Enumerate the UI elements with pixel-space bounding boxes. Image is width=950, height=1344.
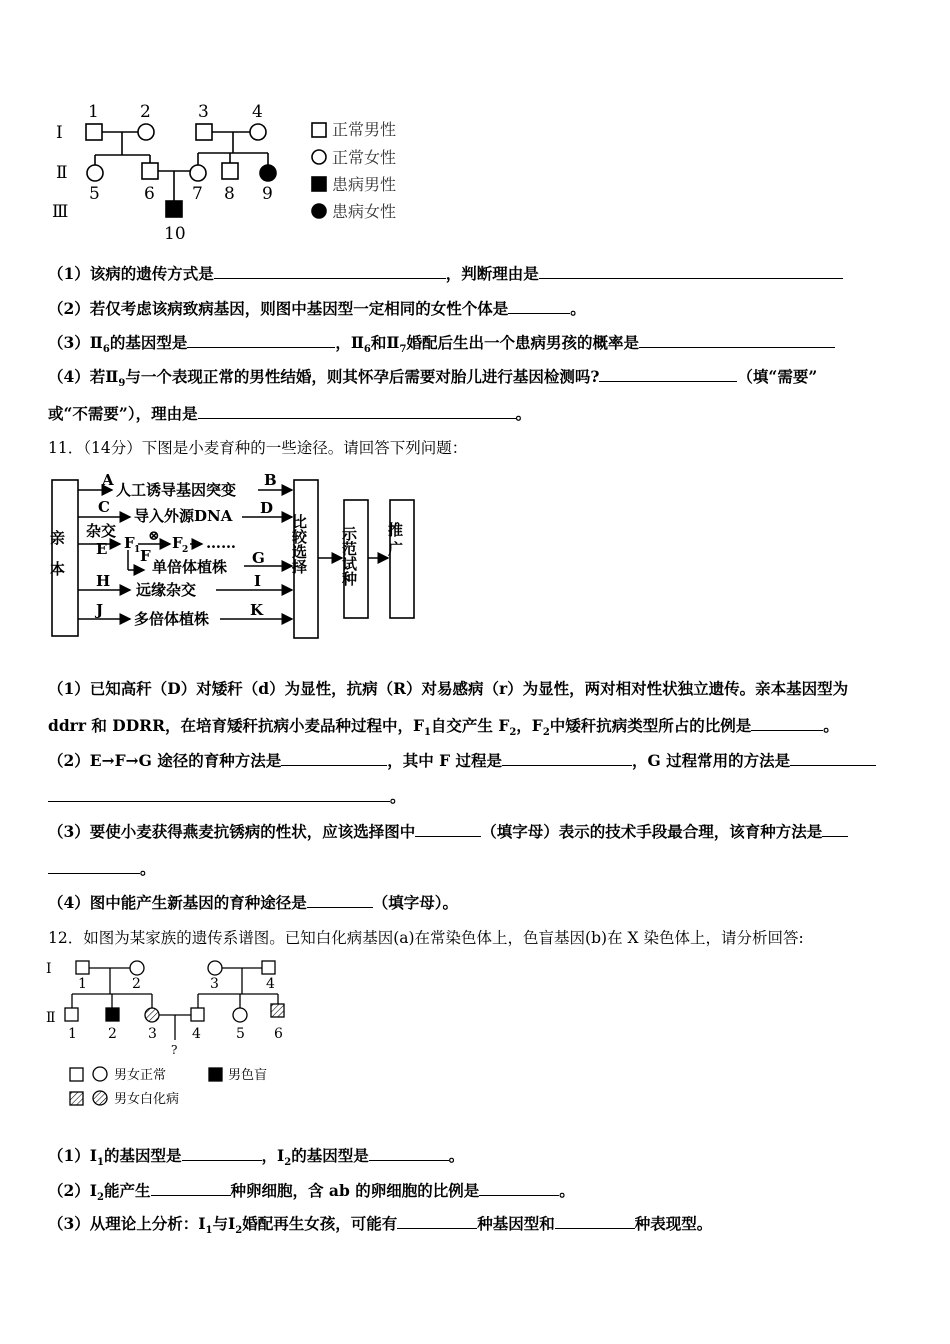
route-label: 单倍体植株	[152, 558, 228, 576]
answer-blank[interactable]	[369, 1159, 449, 1161]
answer-blank[interactable]	[397, 1227, 477, 1229]
svg-text:E: E	[96, 540, 108, 558]
svg-text:男女白化病: 男女白化病	[114, 1092, 180, 1107]
svg-text:?: ?	[171, 1043, 178, 1057]
pedigree-chart-2	[44, 956, 304, 1112]
gen-label: Ⅲ	[52, 202, 69, 222]
pedigree-I1-male	[86, 124, 102, 140]
answer-blank[interactable]	[479, 1194, 559, 1196]
q11-part3-cont: 。	[48, 857, 156, 879]
answer-blank[interactable]	[151, 1194, 231, 1196]
pedigree-I4-female	[250, 124, 266, 140]
indiv-num: 10	[164, 224, 186, 244]
legend-label: 患病男性	[332, 175, 397, 194]
svg-text:D: D	[260, 499, 274, 517]
q12-part3: （3）从理论上分析：$Ⅰ_1$与$Ⅰ_2$婚配再生女孩，可能有 种基因型和 种表现型。	[48, 1214, 713, 1237]
svg-text:3: 3	[210, 976, 219, 992]
q10-part4: （4）若$Ⅱ_9$与一个表现正常的男性结婚，则其怀孕后需要对胎儿进行基因检测吗? （填“需要”	[48, 367, 818, 390]
legend-label: 正常男性	[332, 120, 397, 139]
svg-text:Ⅰ: Ⅰ	[46, 961, 52, 977]
svg-text:B: B	[264, 471, 277, 489]
answer-blank[interactable]	[281, 764, 387, 766]
svg-text:男色盲: 男色盲	[228, 1068, 268, 1083]
answer-blank[interactable]	[790, 764, 876, 766]
svg-text:A: A	[102, 471, 114, 489]
route-label: 多倍体植株	[134, 610, 210, 628]
svg-text:4: 4	[266, 976, 275, 992]
pedigree2-I4-male	[262, 961, 275, 974]
answer-blank[interactable]	[599, 380, 737, 382]
svg-text:J: J	[96, 601, 104, 619]
compare-label: 比较选择	[290, 514, 308, 574]
svg-text:⊗: ⊗	[148, 528, 160, 544]
indiv-num: 2	[140, 102, 151, 122]
answer-blank[interactable]	[198, 417, 516, 419]
indiv-num: 7	[192, 184, 203, 204]
svg-text:I: I	[254, 572, 262, 590]
pedigree-II7-female	[190, 165, 206, 181]
answer-blank[interactable]	[555, 1227, 635, 1229]
q11-part2-cont: 。	[48, 785, 406, 807]
demo-label: 示范试种	[340, 526, 358, 586]
answer-blank[interactable]	[415, 835, 481, 837]
pedigree-chart-1	[50, 95, 430, 245]
svg-text:1: 1	[78, 976, 87, 992]
answer-blank[interactable]	[48, 800, 390, 802]
q10-part2: （2）若仅考虑该病致病基因，则图中基因型一定相同的女性个体是 。	[48, 299, 586, 318]
pedigree2-II3-female-albino	[145, 1008, 159, 1022]
svg-text:2: 2	[108, 1026, 117, 1042]
answer-blank[interactable]	[539, 277, 843, 279]
answer-blank[interactable]	[751, 729, 823, 731]
pedigree-I2-female	[138, 124, 154, 140]
pedigree2-II6-male-albino	[271, 1004, 284, 1017]
gen-label: Ⅰ	[56, 123, 63, 143]
route-label: 杂交	[86, 522, 117, 540]
pedigree2-II2-male-colorblind	[106, 1008, 119, 1021]
pedigree2-I1-male	[76, 961, 89, 974]
indiv-num: 9	[262, 184, 273, 204]
route-label: 导入外源DNA	[134, 507, 233, 525]
pedigree-II9-female-affected	[260, 165, 276, 181]
q10-part3: $(3)Ⅱ_6$的基因型是 ，$Ⅱ_6$和$Ⅱ_7$婚配后生出一个患病男孩的概率是	[48, 331, 835, 355]
q10-part4-cont: 或“不需要”），理由是 。	[48, 404, 532, 423]
svg-text:1: 1	[68, 1026, 77, 1042]
svg-text:2: 2	[132, 976, 141, 992]
svg-text:1: 1	[134, 545, 141, 555]
indiv-num: 6	[144, 184, 155, 204]
svg-text:H: H	[96, 572, 111, 590]
q11-part2: （2）E→F→G 途径的育种方法是 ，其中 F 过程是 ，G 过程常用的方法是	[48, 749, 876, 771]
parent-label: 亲本	[48, 530, 66, 592]
pedigree-III10-male-affected	[166, 201, 182, 217]
indiv-num: 4	[252, 102, 263, 122]
svg-text:F: F	[172, 534, 183, 552]
q11-part3: （3）要使小麦获得燕麦抗锈病的性状，应该选择图中 （填字母）表示的技术手段最合理，该育种方法是	[48, 820, 848, 842]
indiv-num: 5	[89, 184, 100, 204]
svg-text:6: 6	[274, 1026, 283, 1042]
q11-part1: （1）已知高秆（D）对矮秆（d）为显性，抗病（R）对易感病（r）为显性，两对相对性状独立遗传。亲本基因型为	[48, 679, 849, 698]
answer-blank[interactable]	[508, 312, 570, 314]
svg-text:2: 2	[182, 545, 189, 555]
breeding-diagram	[46, 470, 426, 642]
q12-part2: $(2)Ⅰ_2$能产生 种卵细胞，含 ab 的卵细胞的比例是 。	[48, 1181, 575, 1204]
promote-label: 推广	[386, 522, 404, 560]
q12-part1: $(1)Ⅰ_1$的基因型是 ，$Ⅰ_2$的基因型是 。	[48, 1146, 465, 1169]
indiv-num: 1	[88, 102, 99, 122]
gen-label: Ⅱ	[56, 163, 68, 183]
svg-text:5: 5	[236, 1026, 245, 1042]
svg-text:Ⅱ: Ⅱ	[46, 1010, 56, 1026]
pedigree2-II5-female	[233, 1008, 247, 1022]
q12-heading: 12．如图为某家族的遗传系谱图。已知白化病基因(a)在常染色体上，色盲基因(b)在 X 染色体上，请分析回答:	[48, 929, 804, 947]
answer-blank[interactable]	[822, 835, 848, 837]
indiv-num: 3	[198, 102, 209, 122]
route-label: 远缘杂交	[136, 581, 197, 599]
pedigree-II6-male	[142, 163, 158, 179]
pedigree-I3-male	[196, 124, 212, 140]
route-label: 人工诱导基因突变	[116, 481, 237, 499]
pedigree2-I3-female	[208, 961, 222, 975]
svg-text:C: C	[98, 498, 110, 516]
pedigree-II8-male	[222, 163, 238, 179]
pedigree2-II4-male	[191, 1008, 204, 1021]
legend-label: 患病女性	[332, 202, 397, 221]
answer-blank[interactable]	[639, 346, 835, 348]
svg-text:……: ……	[206, 534, 236, 552]
legend-label: 正常女性	[332, 148, 397, 167]
answer-blank[interactable]	[182, 1159, 262, 1161]
answer-blank[interactable]	[187, 346, 335, 348]
svg-text:G: G	[252, 549, 265, 567]
svg-text:F: F	[124, 534, 135, 552]
answer-blank[interactable]	[48, 872, 140, 874]
pedigree-II5-female	[87, 165, 103, 181]
svg-text:4: 4	[192, 1026, 201, 1042]
svg-text:F: F	[140, 547, 151, 565]
pedigree2-I2-female	[130, 961, 144, 975]
svg-text:男女正常: 男女正常	[114, 1068, 167, 1083]
q11-part1-cont: ddrr 和 DDRR，在培育矮秆抗病小麦品种过程中，$F_1$自交产生 $F_2$，$F_2$中矮秆抗病类型所占的比例是 。	[48, 716, 839, 739]
svg-text:K: K	[250, 601, 264, 619]
svg-text:3: 3	[148, 1026, 157, 1042]
q10-part1: （1）该病的遗传方式是 ，判断理由是	[48, 262, 843, 284]
answer-blank[interactable]	[307, 906, 373, 908]
q11-part4: （4）图中能产生新基因的育种途径是 （填字母）。	[48, 893, 459, 912]
answer-blank[interactable]	[502, 764, 632, 766]
pedigree2-II1-male	[65, 1008, 78, 1021]
q11-heading: 11．（14分）下图是小麦育种的一些途径。请回答下列问题：	[48, 439, 468, 457]
answer-blank[interactable]	[214, 277, 446, 279]
indiv-num: 8	[224, 184, 235, 204]
